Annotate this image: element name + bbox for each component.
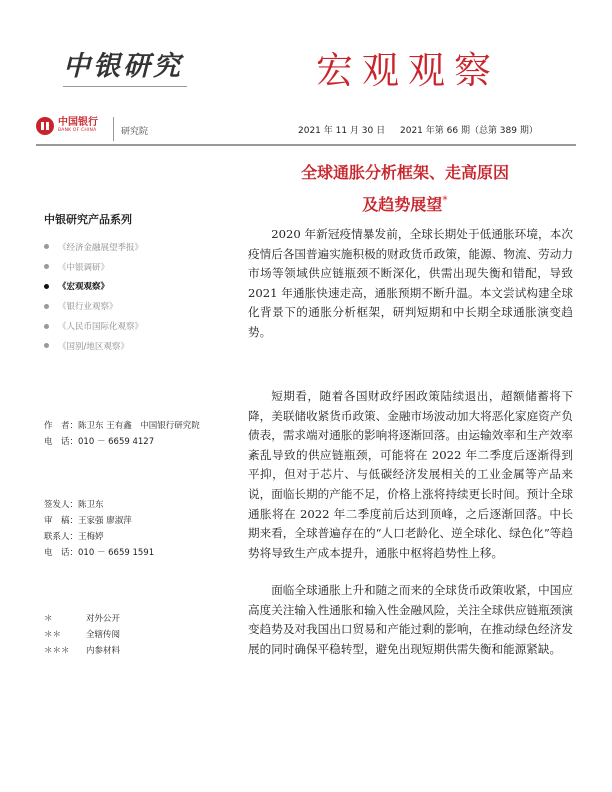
author-phone: 010 － 6659 4127 [78,437,155,447]
star-rating: ＊＊ [44,630,62,640]
bullet-icon [44,304,49,309]
bank-of-china-logo-icon [36,117,54,135]
signer-name: 陈卫东 [78,500,104,510]
bullet-icon [44,324,49,329]
logo-english-name: BANK OF CHINA [58,128,97,134]
institute-label: 研究院 [121,127,149,137]
contact-phone: 010 － 6659 1591 [78,548,155,558]
brand-underline [63,86,187,87]
confidentiality-legend [44,611,120,659]
product-series-list [44,237,143,356]
series-item: 《银行业观察》 [44,296,143,316]
confidentiality-row: ＊＊ 全辖传阅 [44,627,120,643]
report-title-line-1: 全球通胀分析框架、走高原因 [300,163,509,182]
bullet-icon [44,244,49,249]
signoff-info: 签发人：陈卫东 审 稿：王家强 廖淑萍 联系人：王梅婷 电 话：010 － 6659 1591 [44,500,155,558]
issue-number: 2021 年第 66 期（总第 389 期） [400,126,538,136]
publish-date: 2021 年 11 月 30 日 [298,126,386,136]
bullet-icon [44,343,49,348]
author-info: 作 者：陈卫东 王有鑫 中国银行研究院 电 话：010 － 6659 4127 [44,421,200,447]
logo-chinese-name: 中国银行 [58,117,98,129]
bullet-icon [44,264,49,269]
series-item: 《人民币国际化观察》 [44,316,143,336]
series-item: 《经济金融展望季报》 [44,237,143,257]
star-rating: ＊ [44,614,53,624]
contact-name: 王梅婷 [78,532,104,542]
brand-wordmark: 中银研究 [63,51,183,82]
bank-logo [36,117,98,135]
footnote-mark: * [442,193,448,207]
series-item: 《国别/地区观察》 [44,336,143,356]
product-series-title: 中银研究产品系列 [44,213,132,226]
body-paragraph-1: 2020 年新冠疫情暴发前，全球长期处于低通胀环境，本次疫情后各国普遍实施积极的财政货币政策，能源、物流、劳动力市场等领域供应链瓶颈不断深化，供需出现失衡和错配，导致 2021 年通胀快速走高，通胀预期不断升温。本文尝试构建全球化背景下的通胀分析框架，研判短期和中长期全球通胀演变趋势。 [248,227,573,339]
author-names: 陈卫东 王有鑫 中国银行研究院 [78,421,200,431]
confidentiality-row: ＊＊＊ 内参材料 [44,643,120,659]
body-paragraph-2: 短期看，随着各国财政纾困政策陆续退出，超额储蓄将下降，美联储收紧货币政策、金融市场波动加大将恶化家庭资产负债表，需求端对通胀的影响将逐渐回落。由运输效率和生产效率紊乱导致的供应链瓶颈，可能将在 2022 年二季度后逐渐得到平抑，但对于芯片、与低碳经济发展相关的工业金属等产品来说，面临长期的产能不足，价格上涨将持续更长时间。预计全球通胀将在 2022 年二季度前后达到顶峰，之后逐渐回落。中长期来看，全球普遍存在的“人口老龄化、逆全球化、绿色化”等趋势将导致生产成本提升，通胀中枢将趋势性上移。 [248,389,573,560]
confidentiality-row: ＊ 对外公开 [44,611,120,627]
star-rating: ＊＊＊ [44,646,70,656]
logo-divider [113,117,114,141]
body-paragraph-3: 面临全球通胀上升和随之而来的全球货币政策收紧，中国应高度关注输入性通胀和输入性金融风险，关注全球供应链瓶颈演变趋势及对我国出口贸易和产能过剩的影响，在推动绿色经济发展的同时确保平稳转型，避免出现短期供需失衡和能源紧缺。 [248,583,573,656]
series-item: 《中银调研》 [44,257,143,277]
series-item-active: 《宏观观察》 [44,277,143,297]
bullet-icon [44,284,49,289]
header-divider [36,144,576,146]
masthead-title: 宏观观察 [316,49,500,92]
reviewer-names: 王家强 廖淑萍 [78,516,132,526]
issue-meta [298,123,538,136]
report-title-line-2: 及趋势展望* [362,193,448,214]
